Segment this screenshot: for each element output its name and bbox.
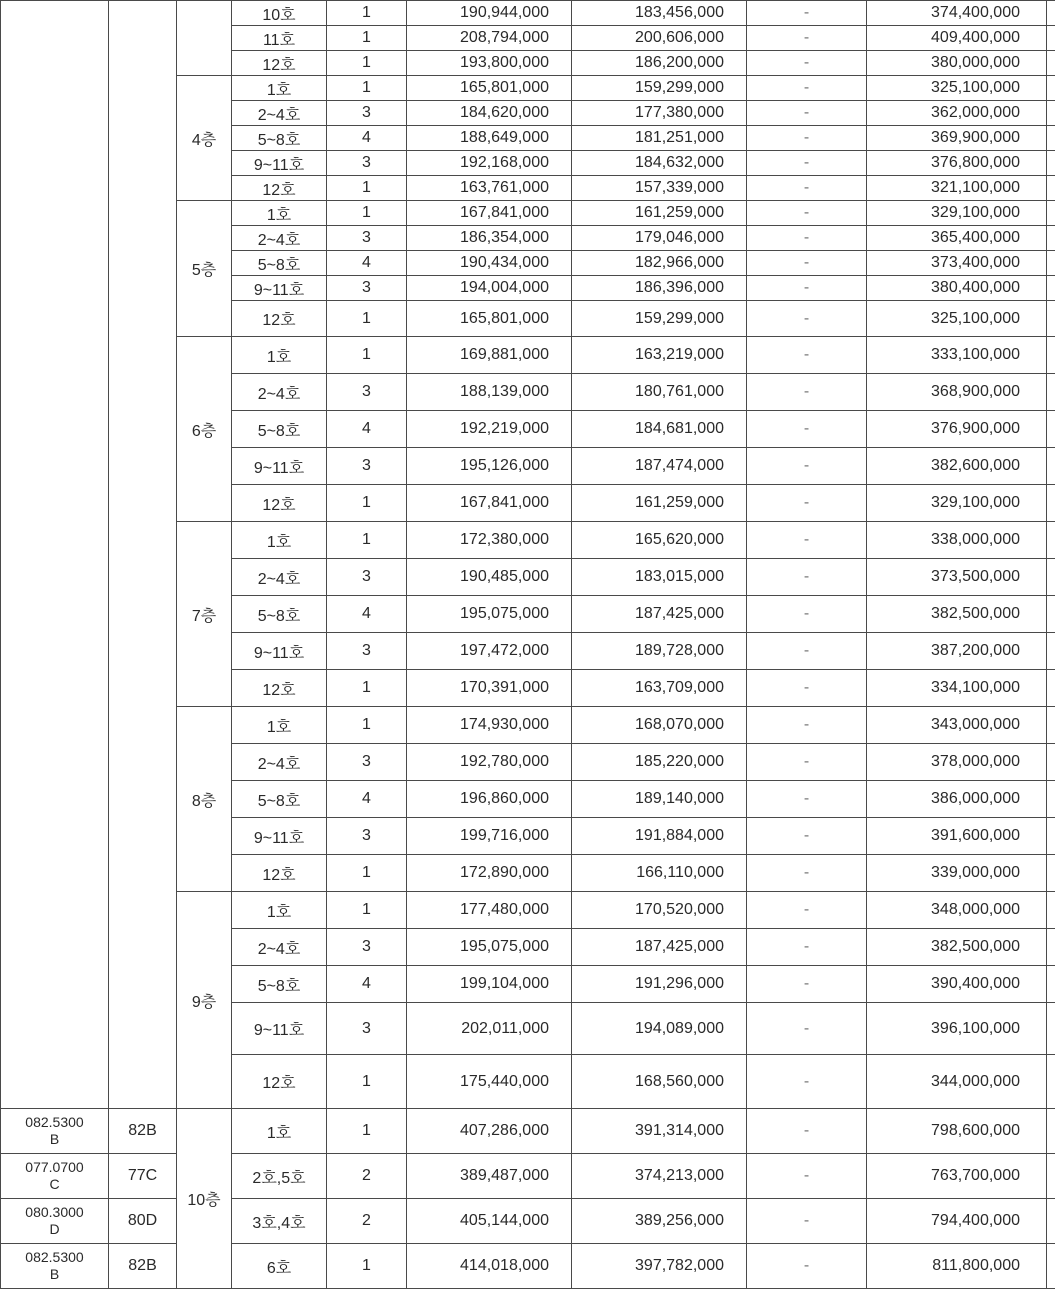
building-price-cell: 161,259,000 — [572, 201, 747, 226]
table-row — [1, 1154, 1055, 1199]
floor-cell: 10층 — [177, 1109, 232, 1289]
land-price-cell: 199,716,000 — [407, 818, 572, 855]
total-price-cell: 763,700,000 — [867, 1154, 1047, 1199]
floor-cell: 5층 — [177, 201, 232, 337]
edge-cell — [1047, 707, 1055, 744]
count-cell: 1 — [327, 485, 407, 522]
total-price-cell: 391,600,000 — [867, 818, 1047, 855]
land-price-cell: 163,761,000 — [407, 176, 572, 201]
floor-cell: 7층 — [177, 522, 232, 707]
building-price-cell: 179,046,000 — [572, 226, 747, 251]
building-price-cell: 187,474,000 — [572, 448, 747, 485]
vat-cell: - — [747, 522, 867, 559]
edge-cell — [1047, 1003, 1055, 1055]
count-cell: 3 — [327, 276, 407, 301]
edge-cell — [1047, 781, 1055, 818]
type-cell — [1, 1244, 109, 1289]
vat-cell: - — [747, 670, 867, 707]
land-price-cell: 193,800,000 — [407, 51, 572, 76]
count-cell: 3 — [327, 226, 407, 251]
edge-cell — [1047, 76, 1055, 101]
land-price-cell: 195,126,000 — [407, 448, 572, 485]
edge-cell — [1047, 251, 1055, 276]
type-short-cell: 77C — [109, 1154, 177, 1199]
land-price-cell: 194,004,000 — [407, 276, 572, 301]
building-price-cell: 165,620,000 — [572, 522, 747, 559]
vat-cell: - — [747, 1055, 867, 1109]
total-price-cell: 338,000,000 — [867, 522, 1047, 559]
count-cell: 1 — [327, 1055, 407, 1109]
vat-cell: - — [747, 633, 867, 670]
floor-cell: 8층 — [177, 707, 232, 892]
land-price-cell: 407,286,000 — [407, 1109, 572, 1154]
total-price-cell: 373,400,000 — [867, 251, 1047, 276]
vat-cell: - — [747, 126, 867, 151]
total-price-cell: 386,000,000 — [867, 781, 1047, 818]
building-price-cell: 183,015,000 — [572, 559, 747, 596]
edge-cell — [1047, 1, 1055, 26]
vat-cell: - — [747, 101, 867, 126]
table-row — [1, 1244, 1055, 1289]
land-price-cell: 405,144,000 — [407, 1199, 572, 1244]
count-cell: 3 — [327, 151, 407, 176]
edge-cell — [1047, 276, 1055, 301]
edge-cell — [1047, 201, 1055, 226]
building-price-cell: 168,070,000 — [572, 707, 747, 744]
edge-cell — [1047, 374, 1055, 411]
price-table-body — [1, 1, 1055, 1289]
vat-cell: - — [747, 1154, 867, 1199]
building-price-cell: 186,200,000 — [572, 51, 747, 76]
land-price-cell: 196,860,000 — [407, 781, 572, 818]
vat-cell: - — [747, 559, 867, 596]
count-cell: 4 — [327, 596, 407, 633]
count-cell: 2 — [327, 1154, 407, 1199]
total-price-cell: 382,500,000 — [867, 929, 1047, 966]
unit-cell: 5~8호 — [232, 781, 327, 818]
edge-cell — [1047, 126, 1055, 151]
land-price-cell: 177,480,000 — [407, 892, 572, 929]
count-cell: 1 — [327, 1244, 407, 1289]
type-code: 077.0700 — [25, 1159, 84, 1175]
count-cell: 1 — [327, 26, 407, 51]
land-price-cell: 175,440,000 — [407, 1055, 572, 1109]
type-short-cell: 80D — [109, 1199, 177, 1244]
unit-cell: 1호 — [232, 201, 327, 226]
count-cell: 4 — [327, 126, 407, 151]
building-price-cell: 389,256,000 — [572, 1199, 747, 1244]
unit-cell: 12호 — [232, 485, 327, 522]
edge-cell — [1047, 101, 1055, 126]
unit-cell: 11호 — [232, 26, 327, 51]
count-cell: 2 — [327, 1199, 407, 1244]
unit-cell: 9~11호 — [232, 151, 327, 176]
land-price-cell: 174,930,000 — [407, 707, 572, 744]
total-price-cell: 325,100,000 — [867, 76, 1047, 101]
total-price-cell: 333,100,000 — [867, 337, 1047, 374]
edge-cell — [1047, 744, 1055, 781]
unit-cell: 2~4호 — [232, 559, 327, 596]
total-price-cell: 390,400,000 — [867, 966, 1047, 1003]
total-price-cell: 396,100,000 — [867, 1003, 1047, 1055]
unit-cell: 5~8호 — [232, 966, 327, 1003]
type-cell — [1, 1109, 109, 1154]
total-price-cell: 811,800,000 — [867, 1244, 1047, 1289]
type-cell — [1, 1, 109, 1109]
table-row — [1, 1, 1055, 26]
count-cell: 3 — [327, 818, 407, 855]
vat-cell: - — [747, 226, 867, 251]
count-cell: 1 — [327, 892, 407, 929]
vat-cell: - — [747, 26, 867, 51]
total-price-cell: 374,400,000 — [867, 1, 1047, 26]
edge-cell — [1047, 226, 1055, 251]
unit-cell: 2~4호 — [232, 101, 327, 126]
building-price-cell: 170,520,000 — [572, 892, 747, 929]
floor-cell: 9층 — [177, 892, 232, 1109]
total-price-cell: 369,900,000 — [867, 126, 1047, 151]
vat-cell: - — [747, 251, 867, 276]
unit-cell: 10호 — [232, 1, 327, 26]
building-price-cell: 177,380,000 — [572, 101, 747, 126]
type-short-cell: 82B — [109, 1244, 177, 1289]
edge-cell — [1047, 855, 1055, 892]
count-cell: 1 — [327, 1, 407, 26]
type-letter: B — [49, 1131, 60, 1147]
unit-cell: 3호,4호 — [232, 1199, 327, 1244]
edge-cell — [1047, 559, 1055, 596]
land-price-cell: 172,380,000 — [407, 522, 572, 559]
edge-cell — [1047, 176, 1055, 201]
edge-cell — [1047, 1055, 1055, 1109]
unit-cell: 2~4호 — [232, 744, 327, 781]
vat-cell: - — [747, 337, 867, 374]
edge-cell — [1047, 596, 1055, 633]
edge-cell — [1047, 966, 1055, 1003]
unit-cell: 12호 — [232, 1055, 327, 1109]
edge-cell — [1047, 892, 1055, 929]
land-price-cell: 202,011,000 — [407, 1003, 572, 1055]
unit-cell: 12호 — [232, 301, 327, 337]
land-price-cell: 184,620,000 — [407, 101, 572, 126]
type-letter: D — [49, 1221, 60, 1237]
unit-cell: 2~4호 — [232, 226, 327, 251]
land-price-cell: 195,075,000 — [407, 596, 572, 633]
vat-cell: - — [747, 1, 867, 26]
building-price-cell: 161,259,000 — [572, 485, 747, 522]
floor-cell: 4층 — [177, 76, 232, 201]
building-price-cell: 191,884,000 — [572, 818, 747, 855]
vat-cell: - — [747, 892, 867, 929]
total-price-cell: 409,400,000 — [867, 26, 1047, 51]
building-price-cell: 163,709,000 — [572, 670, 747, 707]
land-price-cell: 167,841,000 — [407, 485, 572, 522]
count-cell: 4 — [327, 781, 407, 818]
vat-cell: - — [747, 51, 867, 76]
type-letter: B — [49, 1266, 60, 1282]
count-cell: 1 — [327, 301, 407, 337]
building-price-cell: 183,456,000 — [572, 1, 747, 26]
land-price-cell: 195,075,000 — [407, 929, 572, 966]
total-price-cell: 368,900,000 — [867, 374, 1047, 411]
unit-cell: 1호 — [232, 337, 327, 374]
unit-cell: 12호 — [232, 176, 327, 201]
unit-cell: 1호 — [232, 522, 327, 559]
edge-cell — [1047, 522, 1055, 559]
building-price-cell: 159,299,000 — [572, 76, 747, 101]
vat-cell: - — [747, 1109, 867, 1154]
unit-cell: 6호 — [232, 1244, 327, 1289]
count-cell: 1 — [327, 201, 407, 226]
unit-cell: 1호 — [232, 76, 327, 101]
building-price-cell: 189,728,000 — [572, 633, 747, 670]
vat-cell: - — [747, 301, 867, 337]
count-cell: 1 — [327, 76, 407, 101]
total-price-cell: 373,500,000 — [867, 559, 1047, 596]
unit-cell: 12호 — [232, 51, 327, 76]
count-cell: 3 — [327, 744, 407, 781]
building-price-cell: 166,110,000 — [572, 855, 747, 892]
total-price-cell: 362,000,000 — [867, 101, 1047, 126]
vat-cell: - — [747, 707, 867, 744]
unit-cell: 9~11호 — [232, 633, 327, 670]
building-price-cell: 187,425,000 — [572, 596, 747, 633]
edge-cell — [1047, 1109, 1055, 1154]
type-code: 082.5300 — [25, 1114, 84, 1130]
count-cell: 3 — [327, 101, 407, 126]
edge-cell — [1047, 337, 1055, 374]
total-price-cell: 348,000,000 — [867, 892, 1047, 929]
building-price-cell: 182,966,000 — [572, 251, 747, 276]
count-cell: 4 — [327, 411, 407, 448]
building-price-cell: 374,213,000 — [572, 1154, 747, 1199]
vat-cell: - — [747, 929, 867, 966]
count-cell: 1 — [327, 176, 407, 201]
edge-cell — [1047, 301, 1055, 337]
land-price-cell: 389,487,000 — [407, 1154, 572, 1199]
vat-cell: - — [747, 151, 867, 176]
land-price-cell: 414,018,000 — [407, 1244, 572, 1289]
land-price-cell: 167,841,000 — [407, 201, 572, 226]
total-price-cell: 329,100,000 — [867, 485, 1047, 522]
count-cell: 3 — [327, 448, 407, 485]
land-price-cell: 190,485,000 — [407, 559, 572, 596]
unit-cell: 5~8호 — [232, 126, 327, 151]
type-cell — [1, 1199, 109, 1244]
total-price-cell: 325,100,000 — [867, 301, 1047, 337]
vat-cell: - — [747, 596, 867, 633]
count-cell: 3 — [327, 1003, 407, 1055]
land-price-cell: 172,890,000 — [407, 855, 572, 892]
vat-cell: - — [747, 176, 867, 201]
unit-cell: 5~8호 — [232, 596, 327, 633]
vat-cell: - — [747, 1003, 867, 1055]
vat-cell: - — [747, 76, 867, 101]
land-price-cell: 190,944,000 — [407, 1, 572, 26]
building-price-cell: 397,782,000 — [572, 1244, 747, 1289]
land-price-cell: 186,354,000 — [407, 226, 572, 251]
count-cell: 1 — [327, 707, 407, 744]
unit-cell: 9~11호 — [232, 818, 327, 855]
vat-cell: - — [747, 411, 867, 448]
vat-cell: - — [747, 781, 867, 818]
building-price-cell: 194,089,000 — [572, 1003, 747, 1055]
edge-cell — [1047, 818, 1055, 855]
edge-cell — [1047, 485, 1055, 522]
total-price-cell: 344,000,000 — [867, 1055, 1047, 1109]
building-price-cell: 180,761,000 — [572, 374, 747, 411]
edge-cell — [1047, 51, 1055, 76]
unit-cell: 9~11호 — [232, 1003, 327, 1055]
vat-cell: - — [747, 448, 867, 485]
total-price-cell: 794,400,000 — [867, 1199, 1047, 1244]
total-price-cell: 382,600,000 — [867, 448, 1047, 485]
edge-cell — [1047, 1154, 1055, 1199]
building-price-cell: 186,396,000 — [572, 276, 747, 301]
land-price-cell: 190,434,000 — [407, 251, 572, 276]
unit-cell: 12호 — [232, 855, 327, 892]
building-price-cell: 185,220,000 — [572, 744, 747, 781]
total-price-cell: 365,400,000 — [867, 226, 1047, 251]
vat-cell: - — [747, 966, 867, 1003]
vat-cell: - — [747, 744, 867, 781]
total-price-cell: 798,600,000 — [867, 1109, 1047, 1154]
land-price-cell: 197,472,000 — [407, 633, 572, 670]
unit-cell: 12호 — [232, 670, 327, 707]
count-cell: 1 — [327, 522, 407, 559]
edge-cell — [1047, 151, 1055, 176]
unit-cell: 9~11호 — [232, 276, 327, 301]
type-short-cell — [109, 1, 177, 1109]
table-row — [1, 1109, 1055, 1154]
total-price-cell: 329,100,000 — [867, 201, 1047, 226]
edge-cell — [1047, 1199, 1055, 1244]
unit-cell: 9~11호 — [232, 448, 327, 485]
building-price-cell: 391,314,000 — [572, 1109, 747, 1154]
edge-cell — [1047, 448, 1055, 485]
edge-cell — [1047, 26, 1055, 51]
land-price-cell: 208,794,000 — [407, 26, 572, 51]
vat-cell: - — [747, 855, 867, 892]
building-price-cell: 168,560,000 — [572, 1055, 747, 1109]
table-row — [1, 1199, 1055, 1244]
building-price-cell: 187,425,000 — [572, 929, 747, 966]
count-cell: 3 — [327, 929, 407, 966]
total-price-cell: 387,200,000 — [867, 633, 1047, 670]
count-cell: 4 — [327, 966, 407, 1003]
total-price-cell: 378,000,000 — [867, 744, 1047, 781]
land-price-cell: 188,139,000 — [407, 374, 572, 411]
building-price-cell: 181,251,000 — [572, 126, 747, 151]
building-price-cell: 200,606,000 — [572, 26, 747, 51]
count-cell: 3 — [327, 633, 407, 670]
type-letter: C — [49, 1176, 60, 1192]
unit-cell: 1호 — [232, 892, 327, 929]
unit-cell: 2~4호 — [232, 929, 327, 966]
type-code: 080.3000 — [25, 1204, 84, 1220]
count-cell: 1 — [327, 670, 407, 707]
land-price-cell: 199,104,000 — [407, 966, 572, 1003]
type-short-cell: 82B — [109, 1109, 177, 1154]
vat-cell: - — [747, 276, 867, 301]
type-cell — [1, 1154, 109, 1199]
total-price-cell: 321,100,000 — [867, 176, 1047, 201]
total-price-cell: 343,000,000 — [867, 707, 1047, 744]
unit-cell: 2~4호 — [232, 374, 327, 411]
building-price-cell: 184,681,000 — [572, 411, 747, 448]
count-cell: 4 — [327, 251, 407, 276]
total-price-cell: 334,100,000 — [867, 670, 1047, 707]
count-cell: 3 — [327, 559, 407, 596]
building-price-cell: 159,299,000 — [572, 301, 747, 337]
land-price-cell: 165,801,000 — [407, 76, 572, 101]
floor-cell — [177, 1, 232, 76]
building-price-cell: 189,140,000 — [572, 781, 747, 818]
type-code: 082.5300 — [25, 1249, 84, 1265]
unit-cell: 5~8호 — [232, 251, 327, 276]
land-price-cell: 188,649,000 — [407, 126, 572, 151]
unit-cell: 1호 — [232, 1109, 327, 1154]
land-price-cell: 165,801,000 — [407, 301, 572, 337]
total-price-cell: 380,000,000 — [867, 51, 1047, 76]
floor-cell: 6층 — [177, 337, 232, 522]
total-price-cell: 380,400,000 — [867, 276, 1047, 301]
edge-cell — [1047, 1244, 1055, 1289]
vat-cell: - — [747, 1199, 867, 1244]
land-price-cell: 192,219,000 — [407, 411, 572, 448]
total-price-cell: 339,000,000 — [867, 855, 1047, 892]
building-price-cell: 191,296,000 — [572, 966, 747, 1003]
building-price-cell: 184,632,000 — [572, 151, 747, 176]
building-price-cell: 163,219,000 — [572, 337, 747, 374]
total-price-cell: 376,800,000 — [867, 151, 1047, 176]
land-price-cell: 170,391,000 — [407, 670, 572, 707]
unit-cell: 2호,5호 — [232, 1154, 327, 1199]
edge-cell — [1047, 670, 1055, 707]
edge-cell — [1047, 929, 1055, 966]
land-price-cell: 192,780,000 — [407, 744, 572, 781]
land-price-cell: 192,168,000 — [407, 151, 572, 176]
vat-cell: - — [747, 485, 867, 522]
unit-cell: 5~8호 — [232, 411, 327, 448]
count-cell: 1 — [327, 1109, 407, 1154]
vat-cell: - — [747, 1244, 867, 1289]
edge-cell — [1047, 633, 1055, 670]
building-price-cell: 157,339,000 — [572, 176, 747, 201]
count-cell: 3 — [327, 374, 407, 411]
count-cell: 1 — [327, 855, 407, 892]
total-price-cell: 382,500,000 — [867, 596, 1047, 633]
vat-cell: - — [747, 818, 867, 855]
vat-cell: - — [747, 374, 867, 411]
edge-cell — [1047, 411, 1055, 448]
count-cell: 1 — [327, 337, 407, 374]
vat-cell: - — [747, 201, 867, 226]
count-cell: 1 — [327, 51, 407, 76]
total-price-cell: 376,900,000 — [867, 411, 1047, 448]
land-price-cell: 169,881,000 — [407, 337, 572, 374]
unit-cell: 1호 — [232, 707, 327, 744]
